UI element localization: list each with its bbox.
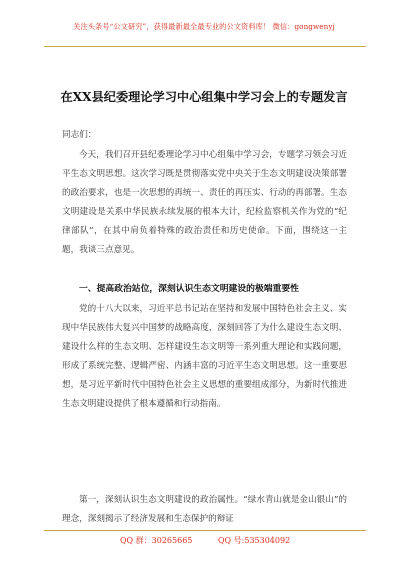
- footer-qq-group: QQ 群：30265665: [120, 536, 193, 545]
- paragraph-section1-body: 党的十八大以来，习近平总书记站在坚持和发展中国特色社会主义、实现中华民族伟大复兴中国梦的战略高度，深刻回答了为什么建设生态文明、建设什么样的生态文明、怎样建设生态文明等一系列重大理论和实践问题，形成了系统完整、逻辑严密、内涵丰富的习近平生态文明思想。这一重要思想，是习近平新时代中国特色社会主义思想的重要组成部分，为新时代推进生态文明建设提供了根本遵循和行动指南。: [62, 304, 347, 409]
- section-heading-1: 一、提高政治站位，深刻认识生态文明建设的极端重要性: [79, 284, 299, 294]
- salutation: 同志们：: [62, 130, 97, 140]
- footer-qq-number: QQ 号:535304092: [218, 536, 291, 545]
- document-title: 在XX县纪委理论学习中心组集中学习会上的专题发言: [60, 90, 348, 104]
- header-banner: 关注头条号“公文研究”，获得最新最全最专业的公文资料库！ 微信：gongwenyj: [73, 22, 335, 31]
- header-divider: [44, 46, 366, 47]
- paragraph-intro: 今天，我们召开县纪委理论学习中心组集中学习会，专题学习领会习近平生态文明思想。这次学习既是贯彻落实党中央关于生态文明建设决策部署的政治要求，也是一次思想的再统一、责任的再压实、行动的再部署。生态文明建设是关系中华民族永续发展的根本大计，纪检监察机关作为党的“纪律部队”，在其中肩负着特殊的政治责任和历史使命。下面，围绕这一主题，我谈三点意见。: [62, 150, 347, 255]
- paragraph-section1-point1: 第一，深刻认识生态文明建设的政治属性。“绿水青山就是金山银山”的理念，深刻揭示了经济发展和生态保护的辩证: [62, 495, 347, 524]
- footer-divider: [44, 530, 366, 531]
